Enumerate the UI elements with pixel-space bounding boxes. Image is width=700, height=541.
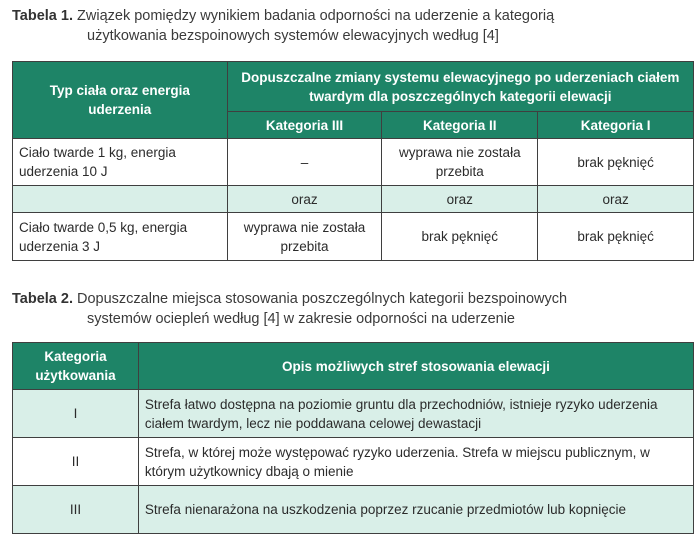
table2-cell-description: Strefa, w której może występować ryzyko uderzenia. Strefa w miejscu publicznym, w którym użytkownicy dbają o mienie: [138, 438, 693, 486]
table-row: [13, 486, 694, 534]
table1-header-type: Typ ciała oraz energia uderzenia: [13, 62, 228, 139]
table1-header-category: Kategoria III: [227, 112, 382, 139]
table1-cell: wyprawa nie została przebita: [382, 139, 538, 186]
table1-cell: oraz: [538, 186, 694, 213]
table1-header-group: Dopuszczalne zmiany systemu elewacyjnego po uderzeniach ciałem twardym dla poszczególnych kategorii elewacji: [227, 62, 693, 112]
table1-caption-text-line2: użytkowania bezspoinowych systemów elewacyjnych według [4]: [87, 28, 499, 44]
table1-header-category: Kategoria II: [382, 112, 538, 139]
table2-caption-text-line1: Dopuszczalne miejsca stosowania poszczególnych kategorii bezspoinowych: [77, 291, 568, 307]
table-row: [13, 390, 694, 438]
table1: [12, 61, 694, 261]
table-row: [13, 139, 694, 186]
table2-cell-description: Strefa nienarażona na uszkodzenia poprzez rzucanie przedmiotów lub kopnięcie: [138, 486, 693, 534]
table2-cell-category: III: [13, 486, 139, 534]
table1-caption-text-line1: Związek pomiędzy wynikiem badania odporności na uderzenie a kategorią: [77, 8, 555, 24]
table1-cell: brak pęknięć: [382, 213, 538, 261]
table-row: [13, 438, 694, 486]
table2-cell-category: II: [13, 438, 139, 486]
table2: [12, 342, 694, 534]
table1-cell-type: [13, 186, 228, 213]
table1-cell: brak pęknięć: [538, 213, 694, 261]
table1-cell: oraz: [227, 186, 382, 213]
table1-cell-type: Ciało twarde 1 kg, energia uderzenia 10 J: [13, 139, 228, 186]
table1-header-category: Kategoria I: [538, 112, 694, 139]
table-row: [13, 213, 694, 261]
table2-caption: [12, 289, 692, 329]
table1-cell: oraz: [382, 186, 538, 213]
table1-cell-type: Ciało twarde 0,5 kg, energia uderzenia 3 J: [13, 213, 228, 261]
table1-cell: brak pęknięć: [538, 139, 694, 186]
table2-header-category: Kategoria użytkowania: [13, 343, 139, 390]
table1-cell: wyprawa nie została przebita: [227, 213, 382, 261]
table-row: [13, 186, 694, 213]
table2-cell-category: I: [13, 390, 139, 438]
table1-cell: –: [227, 139, 382, 186]
table2-cell-description: Strefa łatwo dostępna na poziomie gruntu dla przechodniów, istnieje ryzyko uderzenia ciałem twardym, lecz nie poddawana celowej dewastacji: [138, 390, 693, 438]
table1-caption-label: Tabela 1.: [12, 8, 73, 24]
table2-header-description: Opis możliwych stref stosowania elewacji: [138, 343, 693, 390]
table2-caption-text-line2: systemów ociepleń według [4] w zakresie odporności na uderzenie: [87, 311, 515, 327]
table2-caption-label: Tabela 2.: [12, 291, 73, 307]
table1-caption: [12, 6, 692, 46]
